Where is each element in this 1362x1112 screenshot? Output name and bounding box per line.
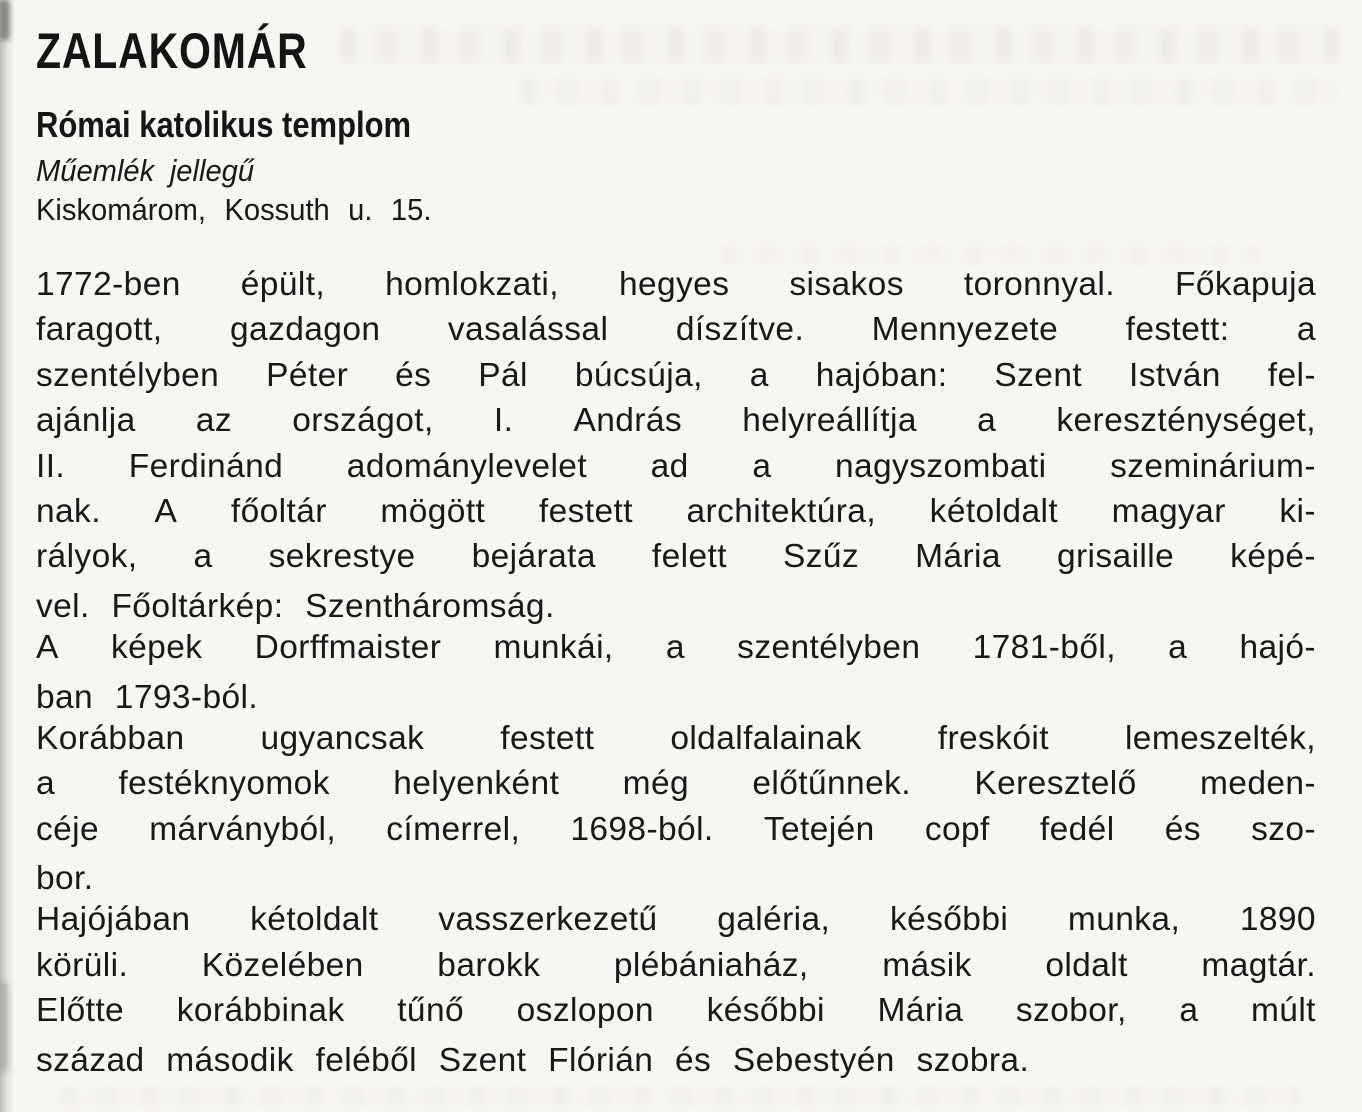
text-line: ajánlja az országot, I. András helyreállítja a kereszténységet, — [36, 402, 1316, 440]
text-line: bor. — [36, 860, 94, 898]
text-line: a festéknyomok helyenként még előtűnnek. Keresztelő meden- — [36, 765, 1316, 803]
text-line: 1772-ben épült, homlokzati, hegyes sisakos toronnyal. Főkapuja — [36, 266, 1316, 303]
text-line: század második feléből Szent Flórián és Sebestyén szobra. — [36, 1041, 1030, 1079]
monument-address: Kiskomárom, Kossuth u. 15. — [36, 192, 432, 227]
text-line: szentélyben Péter és Pál búcsúja, a hajóban: Szent István fel- — [36, 356, 1316, 394]
ink-bleed-through — [720, 246, 1260, 264]
text-line: rályok, a sekrestye bejárata felett Szűz Mária grisaille képé- — [36, 538, 1316, 576]
text-line: nak. A főoltár mögött festett architektúra, kétoldalt magyar ki- — [36, 492, 1316, 530]
text-line: körüli. Közelében barokk plébániaház, másik oldalt magtár. — [36, 946, 1316, 984]
text-line: ban 1793-ból. — [36, 678, 259, 716]
body-text — [36, 266, 1316, 1083]
text-line: Előtte korábbinak tűnő oszlopon későbbi Mária szobor, a múlt — [36, 992, 1316, 1030]
monument-designation: Műemlék jellegű — [36, 153, 255, 188]
text-line: vel. Főoltárkép: Szentháromság. — [36, 587, 555, 625]
text-line: II. Ferdinánd adománylevelet ad a nagyszombati szeminárium- — [36, 447, 1316, 485]
ink-bleed-through — [60, 1088, 1300, 1106]
text-line: faragott, gazdagon vasalással díszítve. Mennyezete festett: a — [36, 311, 1316, 349]
ink-bleed-through — [340, 28, 1340, 62]
text-line: Korábban ugyancsak festett oldalfalainak freskóit lemeszelték, — [36, 719, 1316, 757]
text-line: A képek Dorffmaister munkái, a szentélyben 1781-ből, a hajó- — [36, 629, 1316, 667]
ink-bleed-through — [520, 78, 1340, 104]
page-title: ZALAKOMÁR — [36, 23, 308, 79]
text-line: Hajójában kétoldalt vasszerkezetű galéria, későbbi munka, 1890 — [36, 901, 1316, 939]
scan-edge-shadow — [0, 0, 14, 1112]
monument-name: Római katolikus templom — [36, 104, 412, 145]
text-line: céje márványból, címerrel, 1698-ból. Tetején copf fedél és szo- — [36, 810, 1316, 848]
